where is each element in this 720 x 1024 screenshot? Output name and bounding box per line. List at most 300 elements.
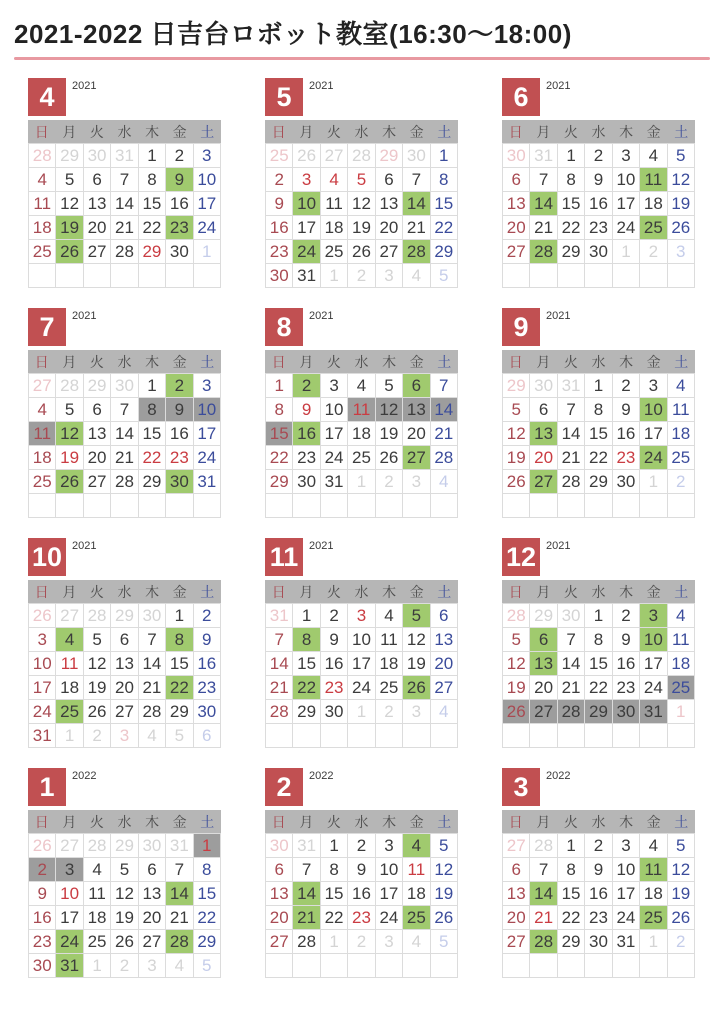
day-cell: 4 <box>431 470 458 494</box>
class-day-cell: 24 <box>293 240 320 264</box>
day-cell: 9 <box>194 628 221 652</box>
day-cell: 21 <box>558 676 585 700</box>
day-cell: 18 <box>376 652 403 676</box>
weekday-label: 水 <box>354 353 369 370</box>
closed-day-cell: 12 <box>376 398 403 422</box>
class-day-cell: 22 <box>166 676 193 700</box>
weeks-grid <box>28 143 221 288</box>
weekday-label: 木 <box>145 353 160 370</box>
weekday-label: 火 <box>89 583 104 600</box>
weekday-label: 金 <box>172 353 187 370</box>
day-cell <box>431 954 458 978</box>
day-cell: 1 <box>293 604 320 628</box>
calendar-grid <box>28 78 720 978</box>
day-cell: 19 <box>111 906 138 930</box>
day-cell: 3 <box>613 144 640 168</box>
weekday-label: 日 <box>508 353 523 370</box>
day-cell: 27 <box>376 240 403 264</box>
day-cell: 23 <box>166 446 193 470</box>
page-title: 2021-2022 日吉台ロボット教室(16:30～18:00) <box>14 19 572 49</box>
day-cell: 23 <box>613 446 640 470</box>
day-cell: 21 <box>403 216 430 240</box>
day-cell: 17 <box>194 422 221 446</box>
day-cell: 26 <box>431 906 458 930</box>
day-cell: 18 <box>640 882 667 906</box>
day-cell: 19 <box>503 676 530 700</box>
month-11-2021 <box>265 538 458 748</box>
day-cell <box>668 724 695 748</box>
day-cell: 3 <box>640 374 667 398</box>
day-cell: 9 <box>613 628 640 652</box>
weekday-label: 月 <box>62 353 77 370</box>
day-cell: 5 <box>431 834 458 858</box>
closed-day-cell: 13 <box>403 398 430 422</box>
day-cell: 2 <box>111 954 138 978</box>
day-cell: 17 <box>29 676 56 700</box>
day-cell <box>194 494 221 518</box>
day-cell: 3 <box>668 240 695 264</box>
weekday-label: 水 <box>591 123 606 140</box>
day-cell <box>585 494 612 518</box>
month-number: 11 <box>265 538 303 576</box>
weekday-label: 日 <box>271 813 286 830</box>
class-day-cell: 5 <box>403 604 430 628</box>
class-day-cell: 2 <box>166 374 193 398</box>
day-cell: 16 <box>29 906 56 930</box>
week-row <box>503 422 695 446</box>
class-day-cell: 25 <box>403 906 430 930</box>
day-cell: 23 <box>29 930 56 954</box>
week-row <box>503 676 695 700</box>
day-cell: 3 <box>194 144 221 168</box>
day-cell <box>403 954 430 978</box>
day-cell: 14 <box>111 192 138 216</box>
day-cell: 7 <box>139 628 166 652</box>
day-cell: 13 <box>376 192 403 216</box>
closed-day-cell: 11 <box>29 422 56 446</box>
day-cell: 24 <box>613 906 640 930</box>
day-cell: 8 <box>139 168 166 192</box>
day-cell: 27 <box>321 144 348 168</box>
day-cell: 4 <box>640 144 667 168</box>
day-cell: 16 <box>266 216 293 240</box>
day-cell: 22 <box>321 906 348 930</box>
day-cell: 19 <box>503 446 530 470</box>
day-cell: 23 <box>194 676 221 700</box>
day-cell: 29 <box>139 470 166 494</box>
day-cell: 10 <box>321 398 348 422</box>
day-cell: 18 <box>668 422 695 446</box>
closed-day-cell: 11 <box>348 398 375 422</box>
day-cell: 30 <box>29 954 56 978</box>
day-cell: 6 <box>431 604 458 628</box>
day-cell: 20 <box>266 906 293 930</box>
weekday-header-row <box>502 810 695 833</box>
month-year: 2021 <box>309 310 334 322</box>
day-cell: 28 <box>348 144 375 168</box>
month-6-2021 <box>502 78 695 288</box>
month-year: 2021 <box>309 540 334 552</box>
class-day-cell: 6 <box>530 628 557 652</box>
week-row <box>503 954 695 978</box>
weekday-label: 水 <box>591 813 606 830</box>
day-cell: 1 <box>321 930 348 954</box>
day-cell: 30 <box>84 144 111 168</box>
day-cell: 7 <box>530 858 557 882</box>
class-day-cell: 28 <box>403 240 430 264</box>
day-cell: 14 <box>111 422 138 446</box>
day-cell: 8 <box>321 858 348 882</box>
month-header <box>502 308 695 350</box>
day-cell: 4 <box>431 700 458 724</box>
closed-day-cell: 14 <box>431 398 458 422</box>
week-row <box>503 192 695 216</box>
day-cell: 30 <box>266 834 293 858</box>
day-cell: 1 <box>348 700 375 724</box>
day-cell: 25 <box>29 470 56 494</box>
weekday-label: 火 <box>89 353 104 370</box>
class-day-cell: 11 <box>640 858 667 882</box>
class-day-cell: 4 <box>403 834 430 858</box>
class-day-cell: 25 <box>640 216 667 240</box>
day-cell: 8 <box>585 628 612 652</box>
month-number: 8 <box>265 308 303 346</box>
day-cell: 14 <box>558 422 585 446</box>
day-cell: 6 <box>376 168 403 192</box>
day-cell: 4 <box>403 264 430 288</box>
week-row <box>266 604 458 628</box>
day-cell: 24 <box>321 446 348 470</box>
day-cell: 26 <box>668 906 695 930</box>
day-cell: 26 <box>111 930 138 954</box>
class-day-cell: 30 <box>166 470 193 494</box>
week-row <box>266 144 458 168</box>
month-header <box>265 768 458 810</box>
day-cell: 16 <box>348 882 375 906</box>
day-cell: 4 <box>321 168 348 192</box>
day-cell: 16 <box>613 422 640 446</box>
month-year: 2021 <box>309 80 334 92</box>
day-cell: 7 <box>111 168 138 192</box>
day-cell: 19 <box>56 446 83 470</box>
day-cell: 23 <box>613 676 640 700</box>
day-cell: 29 <box>431 240 458 264</box>
day-cell: 27 <box>84 240 111 264</box>
week-row <box>266 168 458 192</box>
day-cell: 29 <box>585 470 612 494</box>
class-day-cell: 8 <box>293 628 320 652</box>
day-cell <box>585 724 612 748</box>
day-cell: 26 <box>84 700 111 724</box>
day-cell <box>321 954 348 978</box>
week-row <box>29 398 221 422</box>
day-cell: 26 <box>348 240 375 264</box>
day-cell: 12 <box>503 422 530 446</box>
day-cell: 19 <box>668 192 695 216</box>
day-cell: 26 <box>293 144 320 168</box>
day-cell <box>376 954 403 978</box>
month-header <box>265 78 458 120</box>
weekday-label: 木 <box>619 583 634 600</box>
day-cell: 13 <box>139 882 166 906</box>
day-cell: 15 <box>194 882 221 906</box>
weekday-label: 土 <box>437 583 452 600</box>
month-year: 2021 <box>72 80 97 92</box>
weekday-label: 日 <box>271 123 286 140</box>
week-row <box>503 240 695 264</box>
day-cell: 24 <box>29 700 56 724</box>
day-cell: 26 <box>503 470 530 494</box>
weekday-label: 月 <box>299 813 314 830</box>
day-cell: 5 <box>431 264 458 288</box>
day-cell: 30 <box>558 604 585 628</box>
day-cell: 9 <box>321 628 348 652</box>
day-cell: 28 <box>139 700 166 724</box>
closed-day-cell: 28 <box>558 700 585 724</box>
day-cell: 29 <box>266 470 293 494</box>
day-cell: 13 <box>84 422 111 446</box>
day-cell: 6 <box>503 168 530 192</box>
day-cell: 13 <box>111 652 138 676</box>
month-number: 7 <box>28 308 66 346</box>
day-cell: 5 <box>348 168 375 192</box>
day-cell: 29 <box>166 700 193 724</box>
day-cell <box>111 264 138 288</box>
closed-day-cell: 3 <box>56 858 83 882</box>
week-row <box>503 700 695 724</box>
day-cell: 31 <box>194 470 221 494</box>
day-cell: 18 <box>668 652 695 676</box>
day-cell <box>293 954 320 978</box>
week-row <box>29 422 221 446</box>
week-row <box>503 858 695 882</box>
day-cell: 17 <box>56 906 83 930</box>
day-cell: 18 <box>29 446 56 470</box>
weekday-label: 土 <box>674 813 689 830</box>
day-cell: 12 <box>348 192 375 216</box>
class-day-cell: 28 <box>530 240 557 264</box>
day-cell: 13 <box>84 192 111 216</box>
week-row <box>266 398 458 422</box>
day-cell: 30 <box>166 240 193 264</box>
week-row <box>266 192 458 216</box>
weekday-label: 土 <box>437 353 452 370</box>
day-cell: 10 <box>194 168 221 192</box>
day-cell: 21 <box>139 676 166 700</box>
day-cell: 8 <box>266 398 293 422</box>
day-cell <box>348 954 375 978</box>
day-cell <box>56 494 83 518</box>
weekday-label: 水 <box>354 583 369 600</box>
class-day-cell: 23 <box>166 216 193 240</box>
class-day-cell: 14 <box>166 882 193 906</box>
day-cell: 22 <box>585 676 612 700</box>
week-row <box>266 470 458 494</box>
day-cell: 8 <box>194 858 221 882</box>
class-day-cell: 6 <box>403 374 430 398</box>
day-cell: 1 <box>558 144 585 168</box>
day-cell: 11 <box>29 192 56 216</box>
day-cell: 6 <box>530 398 557 422</box>
weekday-label: 木 <box>619 353 634 370</box>
day-cell: 11 <box>56 652 83 676</box>
day-cell: 22 <box>139 216 166 240</box>
day-cell <box>29 494 56 518</box>
day-cell: 3 <box>293 168 320 192</box>
weekday-label: 火 <box>563 813 578 830</box>
day-cell <box>613 264 640 288</box>
month-8-2021 <box>265 308 458 518</box>
day-cell: 28 <box>530 834 557 858</box>
weekday-label: 水 <box>591 583 606 600</box>
class-day-cell: 26 <box>56 470 83 494</box>
day-cell: 27 <box>29 374 56 398</box>
day-cell <box>84 264 111 288</box>
day-cell: 2 <box>585 144 612 168</box>
day-cell: 20 <box>530 676 557 700</box>
day-cell: 1 <box>139 374 166 398</box>
day-cell: 30 <box>530 374 557 398</box>
weekday-label: 土 <box>674 583 689 600</box>
day-cell: 2 <box>613 604 640 628</box>
day-cell <box>640 264 667 288</box>
day-cell: 5 <box>56 168 83 192</box>
week-row <box>29 906 221 930</box>
day-cell <box>194 264 221 288</box>
day-cell: 5 <box>111 858 138 882</box>
weekday-label: 火 <box>326 813 341 830</box>
day-cell: 15 <box>321 882 348 906</box>
day-cell: 29 <box>558 240 585 264</box>
weeks-grid <box>28 833 221 978</box>
class-day-cell: 14 <box>530 192 557 216</box>
day-cell <box>558 264 585 288</box>
month-3-2022 <box>502 768 695 978</box>
day-cell: 4 <box>376 604 403 628</box>
class-day-cell: 25 <box>640 906 667 930</box>
day-cell: 11 <box>403 858 430 882</box>
month-year: 2021 <box>72 540 97 552</box>
class-day-cell: 13 <box>530 422 557 446</box>
week-row <box>503 216 695 240</box>
month-10-2021 <box>28 538 221 748</box>
day-cell: 27 <box>111 700 138 724</box>
weekday-label: 月 <box>62 123 77 140</box>
week-row <box>29 724 221 748</box>
closed-day-cell: 29 <box>585 700 612 724</box>
class-day-cell: 10 <box>640 398 667 422</box>
weekday-label: 金 <box>172 583 187 600</box>
day-cell <box>668 264 695 288</box>
class-day-cell: 24 <box>640 446 667 470</box>
day-cell: 12 <box>56 192 83 216</box>
day-cell: 30 <box>321 700 348 724</box>
day-cell: 16 <box>166 422 193 446</box>
day-cell: 1 <box>585 374 612 398</box>
day-cell: 1 <box>668 700 695 724</box>
day-cell <box>585 264 612 288</box>
day-cell: 3 <box>348 604 375 628</box>
month-header <box>28 768 221 810</box>
day-cell <box>558 494 585 518</box>
week-row <box>29 144 221 168</box>
day-cell: 19 <box>348 216 375 240</box>
day-cell: 18 <box>56 676 83 700</box>
day-cell: 22 <box>266 446 293 470</box>
week-row <box>266 724 458 748</box>
day-cell <box>503 954 530 978</box>
day-cell: 2 <box>585 834 612 858</box>
weeks-grid <box>28 373 221 518</box>
day-cell: 30 <box>503 144 530 168</box>
closed-day-cell: 2 <box>29 858 56 882</box>
month-1-2022 <box>28 768 221 978</box>
day-cell: 29 <box>111 604 138 628</box>
day-cell <box>431 494 458 518</box>
day-cell: 7 <box>166 858 193 882</box>
weekday-label: 土 <box>437 813 452 830</box>
day-cell: 31 <box>111 144 138 168</box>
class-day-cell: 3 <box>640 604 667 628</box>
weekday-label: 火 <box>326 123 341 140</box>
day-cell: 31 <box>266 604 293 628</box>
weekday-label: 木 <box>145 583 160 600</box>
day-cell: 23 <box>585 216 612 240</box>
day-cell: 12 <box>503 652 530 676</box>
day-cell: 5 <box>194 954 221 978</box>
day-cell: 29 <box>84 374 111 398</box>
weekday-header-row <box>28 120 221 143</box>
day-cell: 19 <box>403 652 430 676</box>
day-cell: 1 <box>139 144 166 168</box>
day-cell: 30 <box>139 604 166 628</box>
day-cell: 29 <box>139 240 166 264</box>
day-cell: 3 <box>111 724 138 748</box>
day-cell: 5 <box>668 834 695 858</box>
month-number: 12 <box>502 538 540 576</box>
weeks-grid <box>502 833 695 978</box>
week-row <box>266 700 458 724</box>
day-cell: 29 <box>194 930 221 954</box>
day-cell: 25 <box>376 676 403 700</box>
day-cell: 31 <box>293 834 320 858</box>
day-cell: 30 <box>613 470 640 494</box>
week-row <box>266 954 458 978</box>
month-number: 3 <box>502 768 540 806</box>
day-cell <box>84 494 111 518</box>
weekday-label: 土 <box>200 583 215 600</box>
class-day-cell: 26 <box>403 676 430 700</box>
day-cell: 4 <box>668 374 695 398</box>
day-cell: 4 <box>139 724 166 748</box>
day-cell <box>266 724 293 748</box>
day-cell: 14 <box>558 652 585 676</box>
weekday-label: 木 <box>382 813 397 830</box>
closed-day-cell: 25 <box>668 676 695 700</box>
weekday-label: 月 <box>62 583 77 600</box>
day-cell: 13 <box>431 628 458 652</box>
month-number: 9 <box>502 308 540 346</box>
weekday-label: 土 <box>200 123 215 140</box>
weekday-label: 火 <box>563 123 578 140</box>
day-cell: 10 <box>613 168 640 192</box>
week-row <box>503 834 695 858</box>
title-underline <box>14 57 710 60</box>
class-day-cell: 14 <box>293 882 320 906</box>
day-cell: 5 <box>166 724 193 748</box>
day-cell: 10 <box>56 882 83 906</box>
day-cell: 29 <box>376 144 403 168</box>
